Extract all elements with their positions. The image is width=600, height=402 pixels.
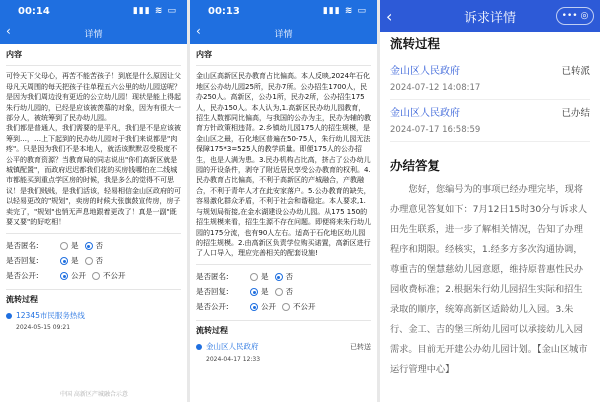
page-title: 详情 [274,29,293,40]
reply-yes-label: 是 [261,287,269,297]
reply-no-label: 否 [95,255,103,265]
detail-panel-middle [190,0,377,402]
flow-title: 流转过程 [196,325,228,335]
timeline-dot-icon [6,313,12,319]
answer-title: 办结答复 [390,158,441,173]
public-yes-radio[interactable] [250,303,258,311]
flow-department: 12345市民服务热线 [16,310,85,320]
divider [196,320,371,321]
public-yes-label: 公开 [261,302,276,312]
public-no-radio[interactable] [92,272,100,280]
reply-yes-label: 是 [71,255,79,265]
page-title: 详情 [84,29,103,40]
reply-no-radio[interactable] [275,288,283,296]
public-no-label: 不公开 [103,270,126,280]
flow-item[interactable] [390,58,590,100]
public-yes-radio[interactable] [60,272,68,280]
back-arrow-icon[interactable]: ‹ [196,24,201,38]
public-row [6,269,181,284]
status-icons: ▮▮▮ ≋ ▭ [322,6,367,16]
public-yes-label: 公开 [71,270,86,280]
timeline-dot-icon [196,344,202,350]
public-no-radio[interactable] [282,303,290,311]
back-arrow-icon[interactable]: ‹ [6,24,11,38]
anon-yes-label: 是 [71,240,79,250]
public-label: 是否公开: [196,302,229,312]
title-bar [380,0,600,32]
anon-row [6,239,181,254]
watermark-text: 中国 高新区产城融合示意 [60,391,128,398]
divider [196,264,371,265]
status-icons: ▮▮▮ ≋ ▭ [132,6,177,16]
divider [6,65,181,66]
public-no-label: 不公开 [293,302,316,312]
flow-item[interactable] [196,342,371,352]
reply-no-radio[interactable] [85,257,93,265]
status-bar [190,0,377,22]
content-area [190,44,377,371]
reply-yes-radio[interactable] [250,288,258,296]
page-title: 诉求详情 [463,10,516,26]
answer-text: 您好，您编号为的事项已经办理完毕，现将办理意见答复如下：7月12日15时30分与诉求人田先生联系，进一步了解相关情况，告知了办理程序和期限。经核实，1.经多方多次沟通协调，尊重吉的堡慧慈幼儿园意愿，维持原普惠性民办园收费标准；2.根据朱行幼儿园招生实际和招生录取的顺序，统筹高新区适龄幼儿入园。3.朱行、金工、吉的堡三所幼儿园可以承接幼儿入园需求。目前无开建公办幼儿园计划。【金山区城市运行管理中心】 [390,184,588,375]
status-time: 00:14 [18,5,50,17]
flow-time: 2024-05-15 09:21 [16,324,71,332]
flow-time: 2024-07-12 14:08:17 [390,83,481,93]
divider [196,65,371,66]
flow-title: 流转过程 [390,36,441,51]
reply-row [6,254,181,269]
detail-panel-left [0,0,187,402]
appeal-detail-panel [380,0,600,402]
miniprogram-capsule-icon[interactable]: ••• ◎ [556,7,594,25]
anon-no-label: 否 [285,272,293,282]
content-text: 金山区高新区民办教育占比偏高。本人反映,2024年石化地区公办幼儿园25所，民办7所。公办招生1700人，民办250人。高新区，公办1所，民办2所，公办招生175人，民办150人。本人认为,1.高新区民办幼儿园教育，招生人数都同比偏高，与我国的公办为主，民办为辅的教育方针政策相违背。2.乡镇幼儿园175人的招生规模，是金山区之最，石化地区普遍在50-75人，朱行幼儿园无法保障175*3=525人的教学质量。即便175人的公办招生，也是人满为患。3.民办机构占比高，挤占了公办幼儿园的开设条件，剥夺了附近居民享受公办教育的权利。4.民办教育占比偏高，不利于高新区的产城融合，产教融合，不利于青年人才在此安家落户。5.公办教育的缺失，容易激化群众矛盾，不利于社会和谐稳定。本人要求,1.与规划局衔接,在金水湖建设公办幼儿园。从175 150的招生规模来看，招生生源不存在问题。即便将来朱行幼儿园的175分流，也有90人左右。适高于石化地区幼儿园的招生规模。2.由高新区负责学位购买诺置，高新区进行了人口导入，理应完善相关的配套设施! [196,72,371,258]
divider [6,289,181,290]
reply-label: 是否回复: [6,255,39,265]
content-area [0,44,187,340]
content-text: 可怜天下父母心，再苦不能苦孩子！到底是什么原因让父母凡天周围的每天把孩子往单程五六公里的幼儿园送呢？是因为我们周边没有更近的公立幼儿园！现状是能上得起朱行幼儿园的，已经是应该被羡慕的对象，因为有很大一部分人，被统筹到了民办幼儿园。 我们都是普通人，我们需要的是平凡，我们是不是应该被筹到…，…上下起到的民办幼儿园对于我们来说都是"肉疼"。只是因为我们不是本地人，就活该默默忍受极度不公平的教育资源？当教育局的同志说出"你们高新区就是城镇配置"，而政府迟迟都我们花的买房钱哪怕在二线城市都能买到重点学区房的时候，我是多么的觉得不可思议！是我们贱贱，是我们活该，轻易相信金山区政府的可以轻易更改的"规划"，卖房的时候大张旗鼓宣传房，房子卖完了，"规划"也悄无声息地跟着更改了！真是一副"既要又要"的好吃相！ [6,72,181,227]
flow-item[interactable] [6,311,181,321]
public-label: 是否公开: [6,270,39,280]
flow-time: 2024-04-17 12:33 [206,355,261,363]
flow-item[interactable] [390,100,590,142]
title-bar [190,22,377,44]
reply-no-label: 否 [285,287,293,297]
flow-status: 已转送 [350,343,371,352]
content-label: 内容 [6,50,22,59]
flow-time: 2024-07-17 16:58:59 [390,125,481,135]
anon-no-radio[interactable] [275,273,283,281]
anon-no-radio[interactable] [85,242,93,250]
anon-no-label: 否 [95,240,103,250]
anon-row [196,270,371,285]
back-arrow-icon[interactable]: ‹ [386,6,393,26]
reply-row [196,285,371,300]
flow-department: 金山区人民政府 [390,108,460,119]
content-label: 内容 [196,50,212,59]
status-bar [0,0,187,22]
anon-yes-radio[interactable] [250,273,258,281]
anon-label: 是否匿名: [6,240,39,250]
anon-yes-radio[interactable] [60,242,68,250]
reply-yes-radio[interactable] [60,257,68,265]
anon-yes-label: 是 [261,272,269,282]
anon-label: 是否匿名: [196,272,229,282]
title-bar [0,22,187,44]
flow-status: 已办结 [561,107,590,119]
status-time: 00:13 [208,5,240,17]
reply-label: 是否回复: [196,287,229,297]
flow-department: 金山区人民政府 [206,342,259,352]
public-row [196,300,371,315]
content-area [380,34,600,380]
flow-title: 流转过程 [6,294,38,304]
flow-status: 已转派 [561,65,590,77]
flow-department: 金山区人民政府 [390,66,460,77]
divider [6,233,181,234]
